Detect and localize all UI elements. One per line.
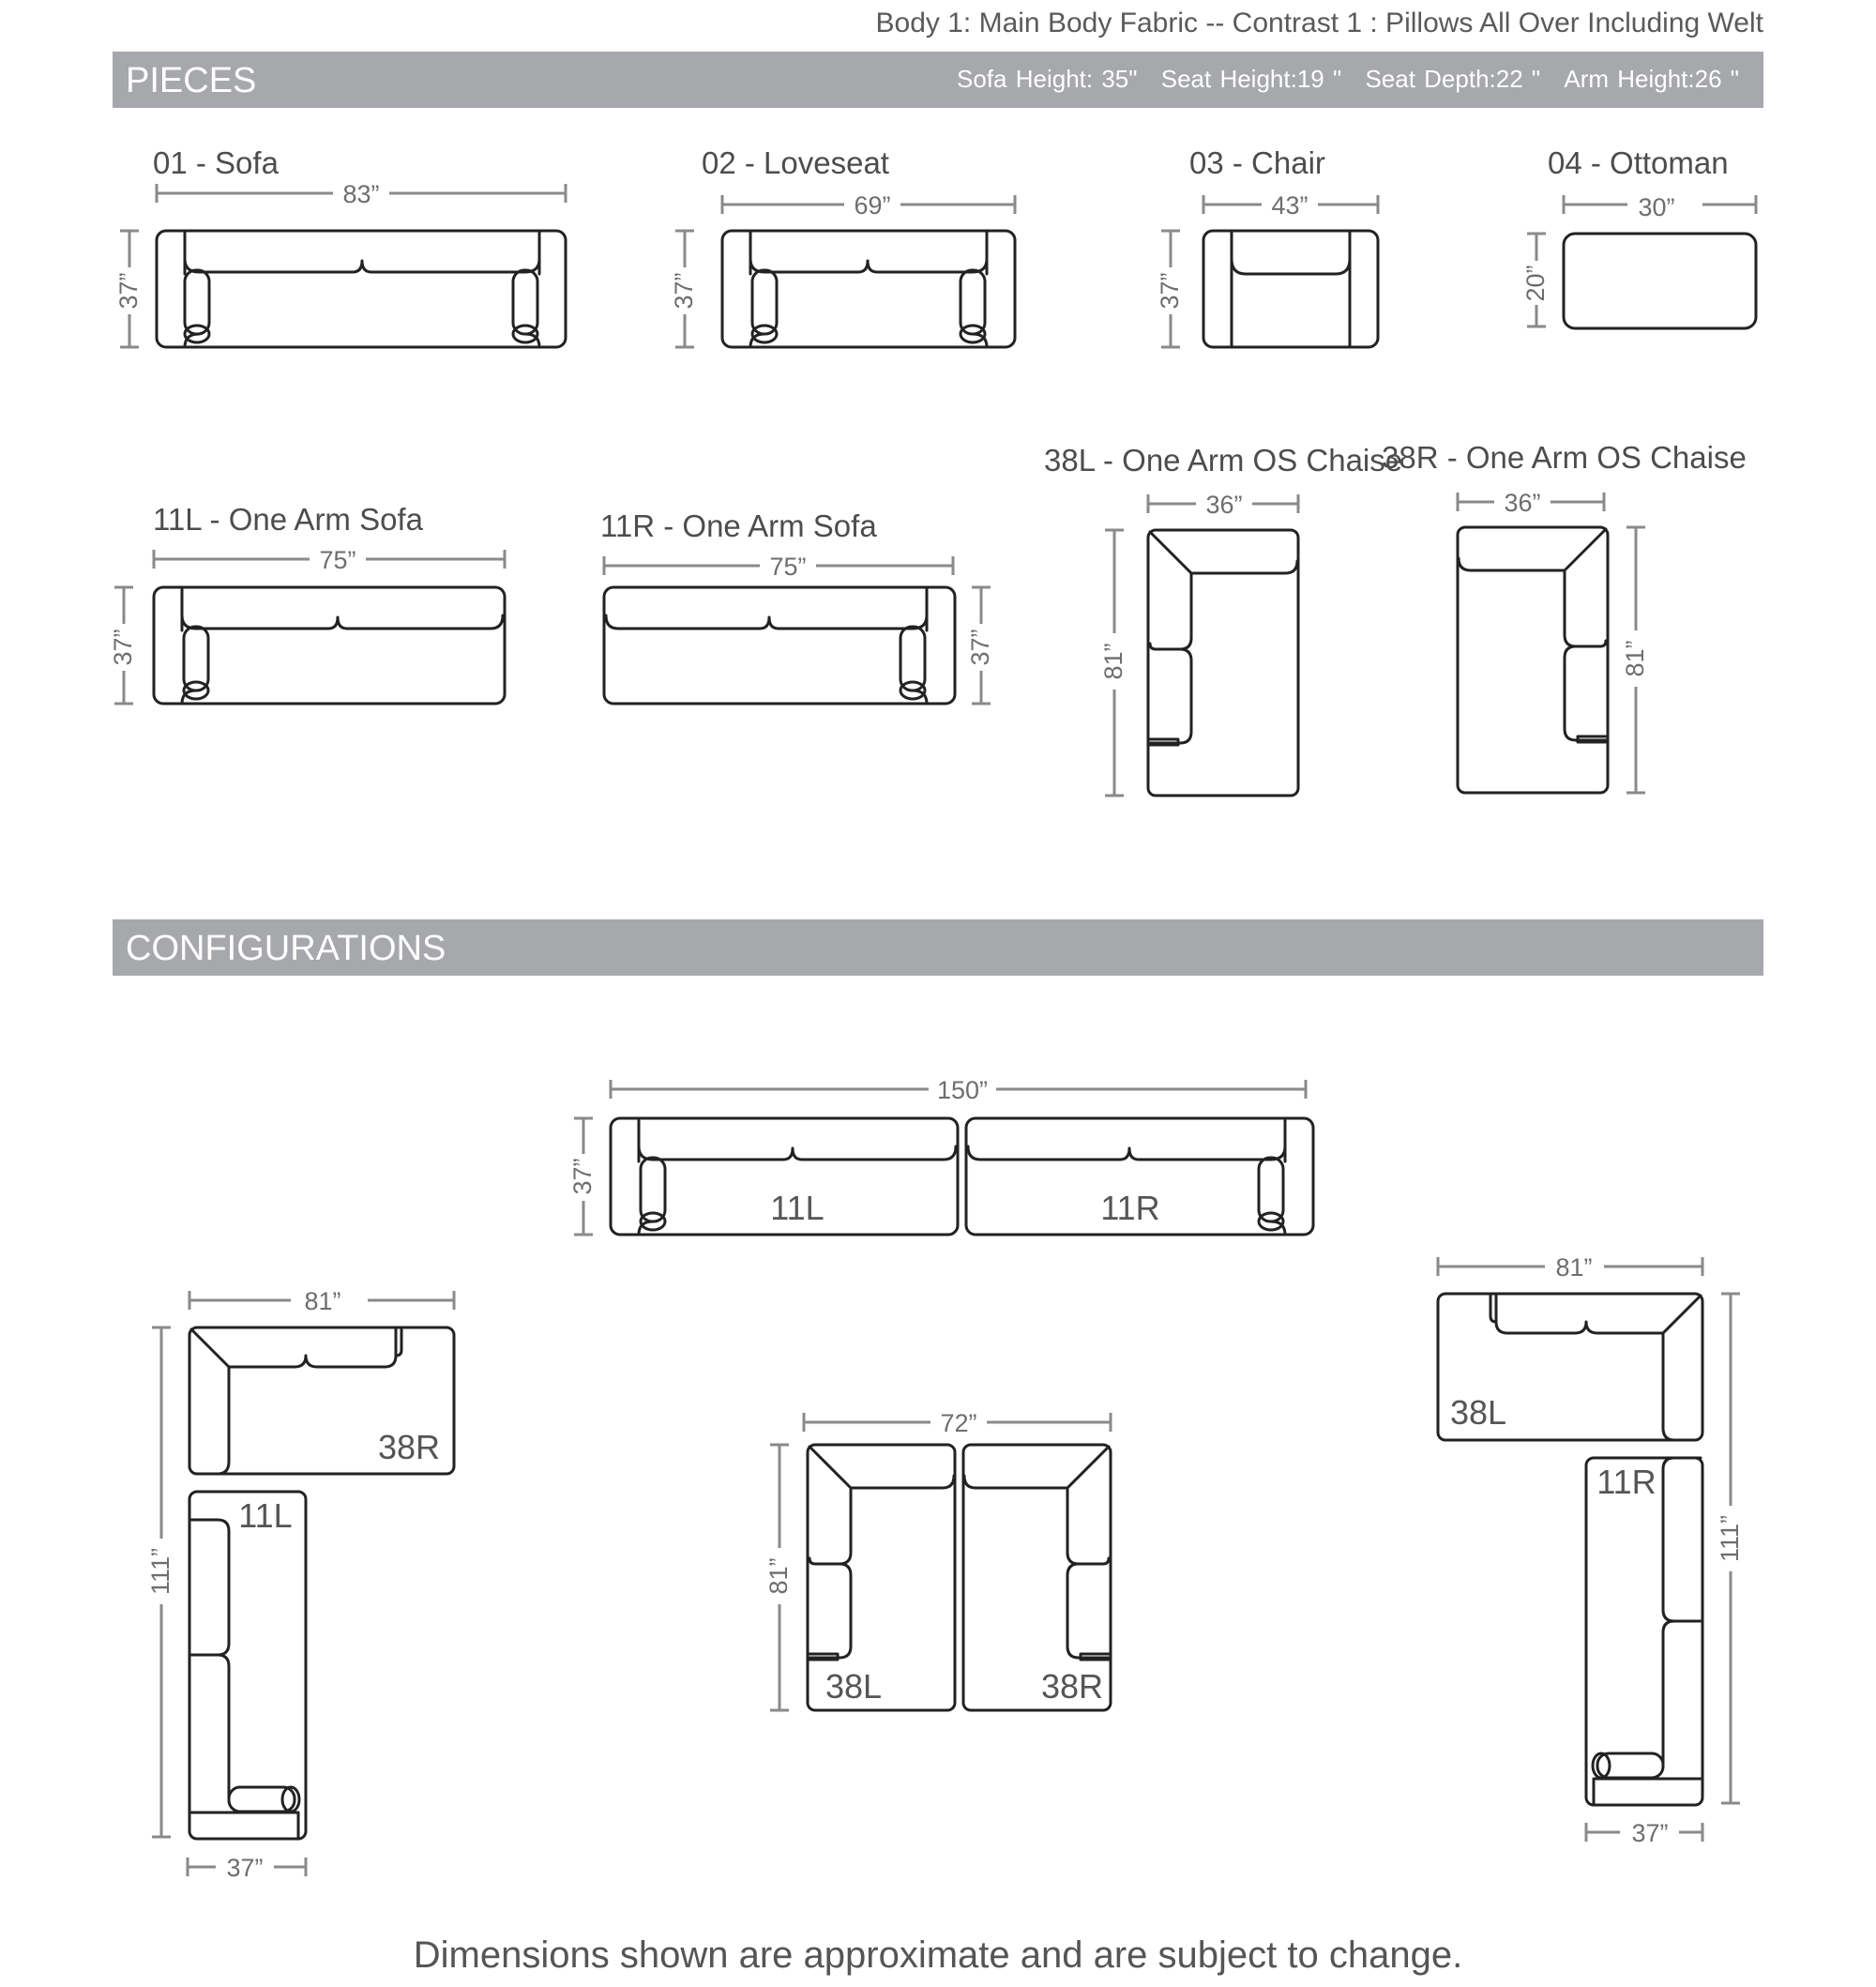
sofa-plan (157, 231, 566, 347)
config-pair-module-38r: 38R (1040, 1667, 1104, 1706)
config-150-module-11l: 11L (770, 1189, 825, 1227)
spec-arm-height: Arm Height:26 " (1564, 65, 1739, 93)
config-right-depth-label: 37” (1631, 1819, 1669, 1847)
piece-label-38r: 38R - One Arm OS Chaise (1382, 440, 1747, 475)
piece-label-11l: 11L - One Arm Sofa (153, 502, 423, 537)
config-left-module-38r: 38R (377, 1428, 441, 1466)
piece-label-38l: 38L - One Arm OS Chaise (1044, 443, 1403, 478)
chaise-38l-plan (1148, 530, 1298, 796)
config-chaise-pair-plan (808, 1445, 1111, 1710)
one-arm-sofa-11r-width-dimension (604, 553, 953, 581)
one-arm-sofa-11l-plan (154, 587, 505, 704)
sofa-width-dimension (157, 180, 566, 208)
config-left-depth-dimension (188, 1854, 306, 1882)
chaise-38r-depth-dimension (1621, 527, 1649, 793)
chair-plan (1203, 231, 1378, 347)
config-right-module-38l: 38L (1449, 1393, 1507, 1432)
one-arm-sofa-11l-width-dimension (154, 546, 505, 574)
one-arm-sofa-11r-plan (604, 587, 955, 704)
piece-label-sofa: 01 - Sofa (153, 145, 279, 180)
spec-seat-depth: Seat Depth:22 " (1365, 65, 1541, 93)
loveseat-depth-dimension (670, 231, 698, 347)
config-150-width-label: 150” (936, 1076, 989, 1104)
chaise-38l-width-label: 36” (1205, 491, 1243, 519)
config-left-length-label: 111” (146, 1547, 174, 1596)
one-arm-sofa-11l-width-label: 75” (319, 546, 356, 574)
one-arm-sofa-11r-width-label: 75” (769, 553, 807, 581)
config-150-sofa-plan (611, 1118, 1313, 1235)
chaise-38r-width-label: 36” (1504, 489, 1541, 517)
config-150-width-dimension (611, 1076, 1306, 1104)
spec-sofa-height: Sofa Height: 35" (957, 65, 1138, 93)
piece-label-11r: 11R - One Arm Sofa (600, 508, 877, 543)
config-pair-depth-label: 81” (764, 1557, 793, 1595)
one-arm-sofa-11r-depth-label: 37” (966, 629, 994, 666)
configurations-section-title: CONFIGURATIONS (126, 929, 446, 968)
sofa-depth-dimension (114, 231, 143, 347)
chaise-38l-depth-label: 81” (1099, 643, 1127, 680)
chair-depth-label: 37” (1156, 272, 1184, 310)
ottoman-depth-dimension (1521, 234, 1550, 326)
chair-width-label: 43” (1271, 191, 1309, 220)
config-150-depth-dimension (568, 1118, 597, 1235)
ottoman-plan (1564, 234, 1756, 328)
config-right-module-11r: 11R (1596, 1463, 1657, 1501)
loveseat-plan (722, 231, 1015, 347)
loveseat-depth-label: 37” (670, 272, 698, 310)
loveseat-width-label: 69” (854, 191, 891, 220)
ottoman-depth-label: 20” (1521, 265, 1550, 302)
piece-label-ottoman: 04 - Ottoman (1548, 145, 1729, 180)
config-pair-width-dimension (804, 1409, 1111, 1437)
config-left-width-dimension (189, 1287, 454, 1315)
sofa-depth-label: 37” (114, 272, 143, 310)
config-pair-module-38l: 38L (825, 1667, 883, 1706)
config-left-length-dimension (146, 1327, 174, 1837)
piece-label-loveseat: 02 - Loveseat (702, 145, 889, 180)
chaise-38l-width-dimension (1148, 491, 1298, 519)
config-pair-depth-dimension (764, 1445, 793, 1710)
config-right-width-dimension (1438, 1253, 1702, 1282)
piece-label-chair: 03 - Chair (1189, 145, 1325, 180)
config-left-l-plan (189, 1327, 454, 1839)
chaise-38r-width-dimension (1458, 489, 1604, 517)
disclaimer-note: Dimensions shown are approximate and are subject to change. (413, 1934, 1463, 1976)
config-right-depth-dimension (1586, 1819, 1702, 1847)
config-right-length-label: 111” (1716, 1514, 1744, 1563)
config-left-depth-label: 37” (226, 1854, 264, 1882)
config-pair-width-label: 72” (940, 1409, 977, 1437)
one-arm-sofa-11r-depth-dimension (966, 587, 994, 704)
fabric-note: Body 1: Main Body Fabric -- Contrast 1 : Pillows All Over Including Welt (875, 8, 1763, 38)
pieces-section-title: PIECES (126, 61, 257, 100)
config-150-module-11r: 11R (1100, 1189, 1160, 1227)
chair-width-dimension (1203, 191, 1378, 220)
sofa-width-label: 83” (342, 180, 380, 208)
config-left-width-label: 81” (304, 1287, 341, 1315)
one-arm-sofa-11l-depth-dimension (109, 587, 137, 704)
chaise-38r-plan (1458, 527, 1608, 793)
chaise-38l-depth-dimension (1099, 530, 1127, 796)
config-right-length-dimension (1716, 1294, 1744, 1803)
ottoman-width-dimension (1564, 193, 1756, 221)
ottoman-width-label: 30” (1638, 193, 1675, 221)
config-left-module-11l: 11L (238, 1496, 293, 1535)
config-right-width-label: 81” (1555, 1253, 1593, 1282)
one-arm-sofa-11l-depth-label: 37” (109, 629, 137, 666)
spec-seat-height: Seat Height:19 " (1160, 65, 1342, 93)
config-150-depth-label: 37” (568, 1158, 597, 1195)
chair-depth-dimension (1156, 231, 1184, 347)
loveseat-width-dimension (722, 191, 1015, 220)
config-right-l-plan (1438, 1294, 1702, 1805)
chaise-38r-depth-label: 81” (1621, 640, 1649, 677)
